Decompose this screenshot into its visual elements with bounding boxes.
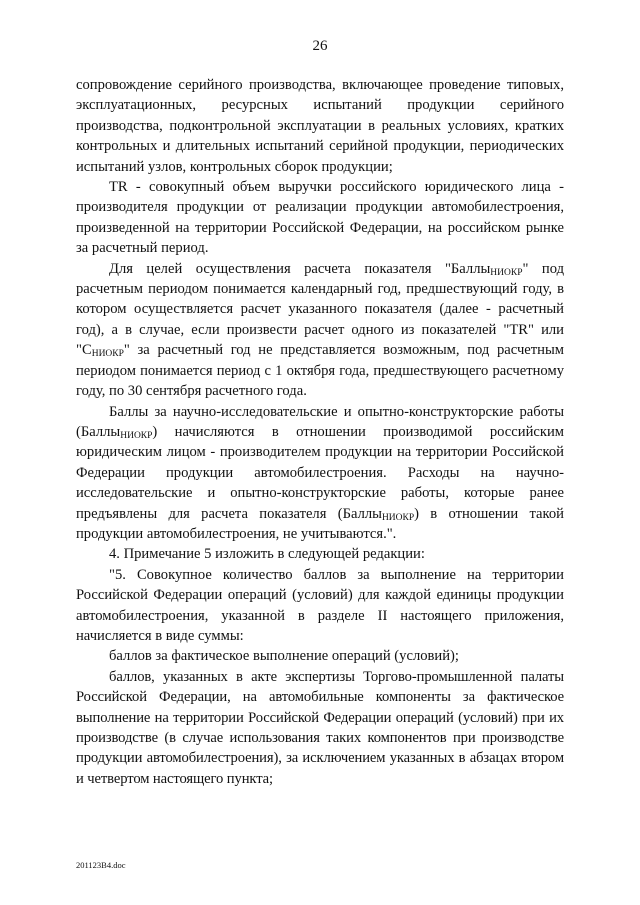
subscript-niokr: НИОКР [120, 430, 153, 441]
document-body [76, 75, 564, 789]
paragraph-text-part: ) начисляются в отношении производимой российским юридическим лицом - производителем продукции на территории Российской Федерации продукции автомобилестроения. Расходы на научно-исследовательские и опытно-конструкторские работы, которые ранее предъявлены для расчета показателя (Баллы [76, 423, 564, 522]
paragraph-text-part: " под расчетным периодом понимается календарный год, предшествующий году, в котором осуществляется расчет указанного показателя (далее - расчетный год), а в случае, если произвести расчет одного из показателей "TR" или "С [76, 260, 564, 359]
page-number: 26 [312, 38, 328, 54]
document-file-reference: 201123B4.doc [76, 860, 126, 870]
paragraph-calculation-period [76, 259, 564, 402]
paragraph-text-part: ) в отношении такой продукции автомобилестроения, не учитываются.". [76, 505, 564, 542]
paragraph-note-5-heading: 4. Примечание 5 изложить в следующей редакции: [109, 546, 425, 563]
paragraph-chamber-expertise: баллов, указанных в акте экспертизы Торгово-промышленной палаты Российской Федерации, на автомобильные компоненты за фактическое выполнение на территории Российской Федерации операций (условий) при их производстве (в случае использования таких компонентов при производстве продукции автомобилестроения), за исключением указанных в абзацах втором и четвертом настоящего пункта; [76, 668, 564, 787]
subscript-niokr: НИОКР [91, 349, 124, 360]
paragraph-tr-definition: TR - совокупный объем выручки российского юридического лица - производителя продукции от реализации продукции автомобилестроения, произведенной на территории Российской Федерации, на российском рынке за расчетный период. [76, 179, 564, 257]
subscript-niokr: НИОКР [381, 512, 415, 523]
paragraph-serial-production: сопровождение серийного производства, включающее проведение типовых, эксплуатационных, ресурсных испытаний продукции серийного производства, подконтрольной эксплуатации в реальных условиях, кратких контрольных и длительных испытаний серийной продукции, периодических испытаний узлов, контрольных сборок продукции; [76, 77, 564, 175]
paragraph-text-part: Для целей осуществления расчета показателя "Баллы [109, 260, 491, 277]
paragraph-niokr-points [76, 402, 564, 545]
paragraph-text-part: " за расчетный год не представляется возможным, под расчетным периодом понимается период с 1 октября года, предшествующего расчетному году, по 30 сентября расчетного года. [76, 342, 564, 400]
paragraph-text-part: Баллы за научно-исследовательские и опытно-конструкторские работы (Баллы [76, 403, 564, 440]
subscript-niokr: НИОКР [490, 267, 523, 278]
paragraph-total-points: "5. Совокупное количество баллов за выполнение на территории Российской Федерации операций (условий) для каждой единицы продукции автомобилестроения, указанной в разделе II настоящего приложения, начисляется в виде суммы: [76, 566, 564, 644]
paragraph-actual-operations: баллов за фактическое выполнение операций (условий); [109, 648, 459, 665]
